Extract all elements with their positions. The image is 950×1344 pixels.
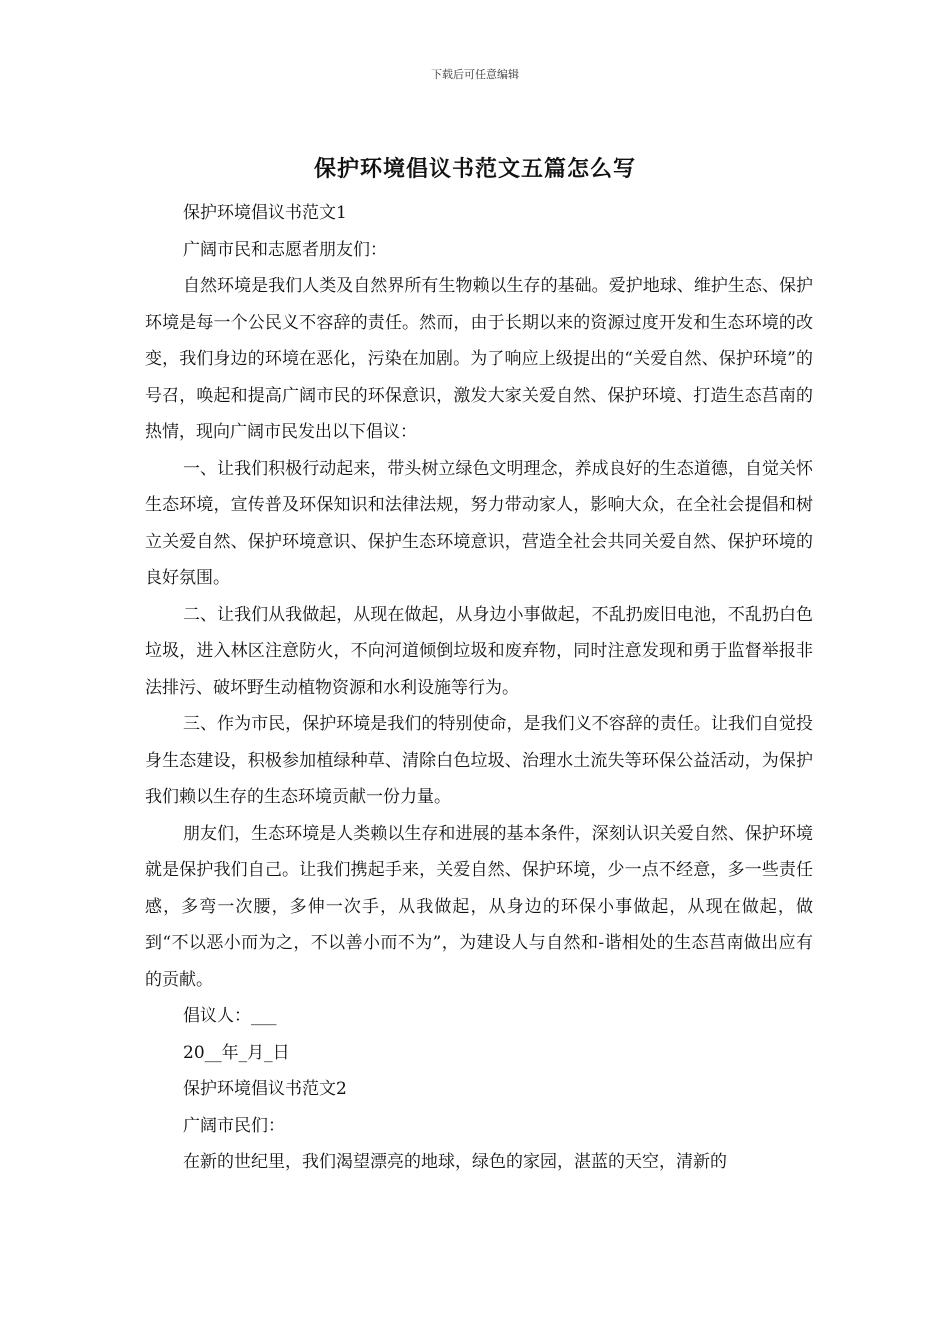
signature-line: 倡议人：___ (183, 1006, 277, 1026)
section-heading-1: 保护环境倡议书范文1 (183, 203, 347, 223)
document-title: 保护环境倡议书范文五篇怎么写 (313, 156, 636, 182)
header-note: 下载后可任意编辑 (431, 68, 519, 81)
salutation-2: 广阔市民们： (183, 1115, 285, 1136)
paragraph-intro: 自然环境是我们人类及自然界所有生物赖以生存的基础。爱护地球、维护生态、保护环境是每一个公民义不容辞的责任。然而，由于长期以来的资源过度开发和生态环境的改变，我们身边的环境在恶化，污染在加剧。为了响应上级提出的“关爱自然、保护环境”的号召，唤起和提高广阔市民的环保意识，激发大家关爱自然、保护环境、打造生态莒南的热情，现向广阔市民发出以下倡议： (145, 276, 813, 442)
date-line: 20__年_月_日 (183, 1042, 290, 1063)
section-heading-2: 保护环境倡议书范文2 (183, 1079, 347, 1099)
salutation-1: 广阔市民和志愿者朋友们： (183, 239, 387, 260)
paragraph-proposal-1: 一、让我们积极行动起来，带头树立绿色文明理念，养成良好的生态道德，自觉关怀生态环境，宣传普及环保知识和法律法规，努力带动家人，影响大众，在全社会提倡和树立关爱自然、保护环境意识、保护生态环境意识，营造全社会共同关爱自然、保护环境的良好氛围。 (145, 458, 813, 588)
paragraph-section2-intro: 在新的世纪里，我们渴望漂亮的地球，绿色的家园，湛蓝的天空，清新的 (183, 1152, 727, 1172)
paragraph-proposal-2: 二、让我们从我做起，从现在做起，从身边小事做起，不乱扔废旧电池，不乱扔白色垃圾，进入林区注意防火，不向河道倾倒垃圾和废弃物，同时注意发现和勇于监督举报非法排污、破坏野生动植物资源和水利设施等行为。 (145, 604, 813, 698)
paragraph-closing: 朋友们，生态环境是人类赖以生存和进展的基本条件，深刻认识关爱自然、保护环境就是保护我们自己。让我们携起手来，关爱自然、保护环境，少一点不经意，多一些责任感，多弯一次腰，多伸一次手，从我做起，从身边的环保小事做起，从现在做起，做到“不以恶小而为之，不以善小而不为”，为建设人与自然和-谐相处的生态莒南做出应有的贡献。 (145, 823, 813, 990)
document-body (145, 195, 813, 1181)
paragraph-proposal-3: 三、作为市民，保护环境是我们的特别使命，是我们义不容辞的责任。让我们自觉投身生态建设，积极参加植绿种草、清除白色垃圾、治理水土流失等环保公益活动，为保护我们赖以生存的生态环境贡献一份力量。 (145, 714, 813, 807)
